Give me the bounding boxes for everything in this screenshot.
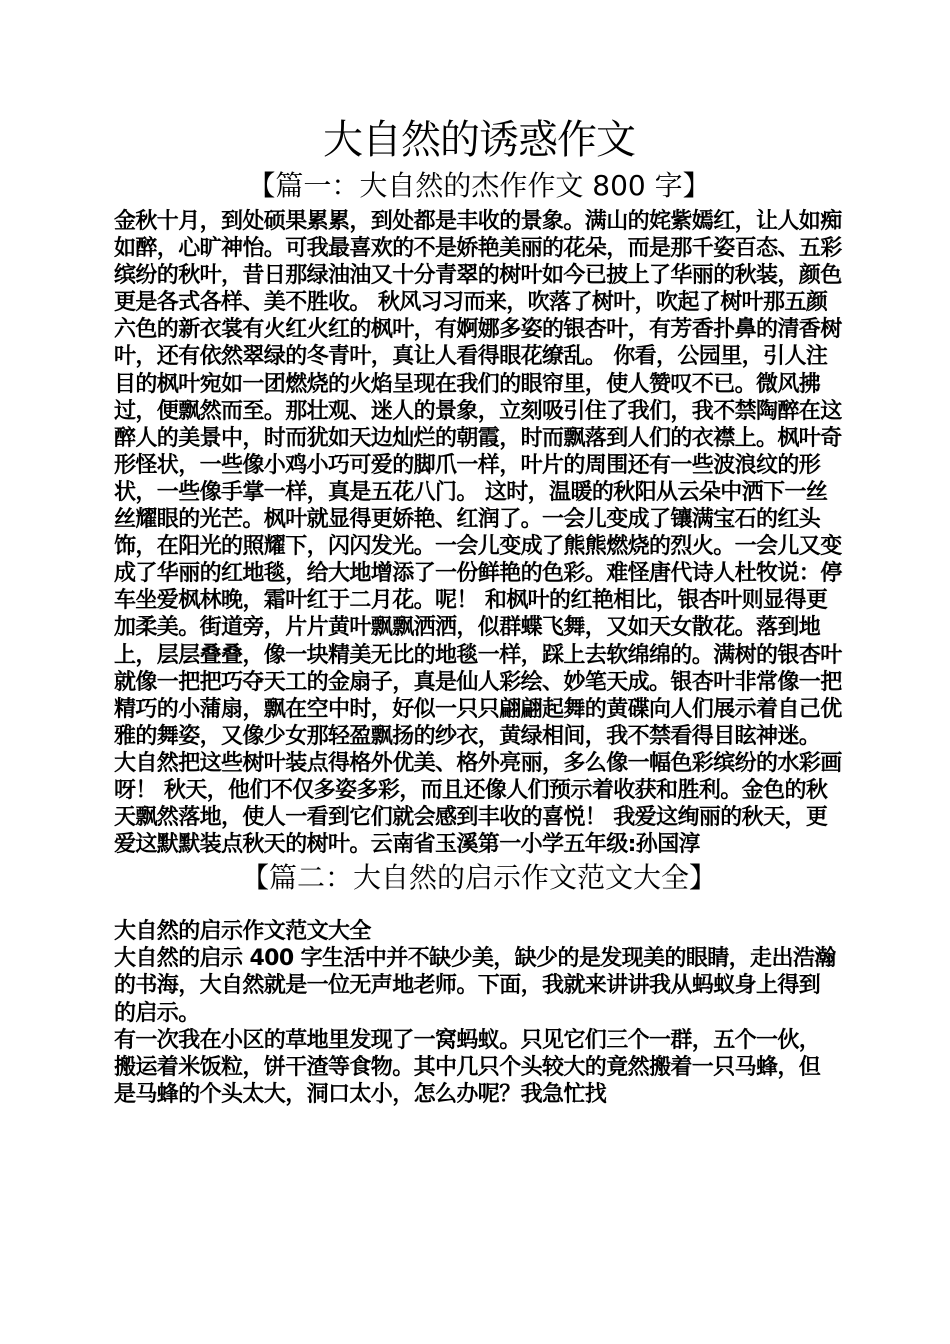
section2-subtitle: 大自然的启示作文范文大全 [114, 919, 371, 945]
section2-heading: 【篇二：大自然的启示作文范文大全】 [240, 861, 717, 895]
section2-body [114, 918, 844, 1108]
document-title: 大自然的诱惑作文 [323, 117, 635, 163]
document-page [114, 112, 844, 1108]
section1-paragraph: 金秋十月，到处硕果累累，到处都是丰收的景象。满山的姹紫嫣红，让人如痴如醉，心旷神怡。可我最喜欢的不是娇艳美丽的花朵，而是那千姿百态、五彩缤纷的秋叶，昔日那绿油油又十分青翠的树叶如今已披上了华丽的秋装，颜色更是各式各样、美不胜收。 秋风习习而来，吹落了树叶，吹起了树叶那五颜六色的新衣裳有火红火红的枫叶，有婀娜多姿的银杏叶，有芳香扑鼻的清香树叶，还有依然翠绿的冬青叶，真让人看得眼花缭乱。 你看，公园里，引人注目的枫叶宛如一团燃烧的火焰呈现在我们的眼帘里，使人赞叹不已。微风拂过，便飘然而至。那壮观、迷人的景象，立刻吸引住了我们，我不禁陶醉在这醉人的美景中，时而犹如天边灿烂的朝霞，时而飘落到人们的衣襟上。枫叶奇形怪状，一些像小鸡小巧可爱的脚爪一样，叶片的周围还有一些波浪纹的形状，一些像手掌一样，真是五花八门。 这时，温暖的秋阳从云朵中洒下一丝丝耀眼的光芒。枫叶就显得更娇艳、红润了。一会儿变成了镶满宝石的红头饰，在阳光的照耀下，闪闪发光。一会儿变成了熊熊燃烧的烈火。一会儿又变成了华丽的红地毯，给大地增添了一份鲜艳的色彩。难怪唐代诗人杜牧说：停车坐爱枫林晚，霜叶红于二月花。呢！ 和枫叶的红艳相比，银杏叶则显得更加柔美。街道旁，片片黄叶飘飘洒洒，似群蝶飞舞，又如天女散花。落到地上，层层叠叠，像一块精美无比的地毯一样，踩上去软绵绵的。满树的银杏叶就像一把把巧夺天工的金扇子，真是仙人彩绘、妙笔天成。银杏叶非常像一把精巧的小蒲扇，飘在空中时，好似一只只翩翩起舞的黄碟向人们展示着自己优雅的舞姿，又像少女那轻盈飘扬的纱衣，黄绿相间，我不禁看得目眩神迷。 大自然把这些树叶装点得格外优美、格外亮丽，多么像一幅色彩缤纷的水彩画呀！ 秋天，他们不仅多姿多彩，而且还像人们预示着收获和胜利。金色的秋天飘然落地，使人一看到它们就会感到丰收的喜悦！ 我爱这绚丽的秋天，更爱这默默装点秋天的树叶。云南省玉溪第一小学五年级:孙国淳 [114, 209, 842, 858]
section2-paragraph-2: 有一次我在小区的草地里发现了一窝蚂蚁。只见它们三个一群，五个一伙，搬运着米饭粒，饼干渣等食物。其中几只个头较大的竟然搬着一只马蜂，但是马蜂的个头太大，洞口太小，怎么办呢？我急忙找 [114, 1027, 821, 1107]
section2-paragraph-1: 大自然的启示 400 字生活中并不缺少美，缺少的是发现美的眼睛，走出浩瀚的书海，大自然就是一位无声地老师。下面，我就来讲讲我从蚂蚁身上得到的启示。 [114, 946, 836, 1026]
section1-heading: 【篇一：大自然的杰作作文 800 字】 [247, 169, 711, 202]
